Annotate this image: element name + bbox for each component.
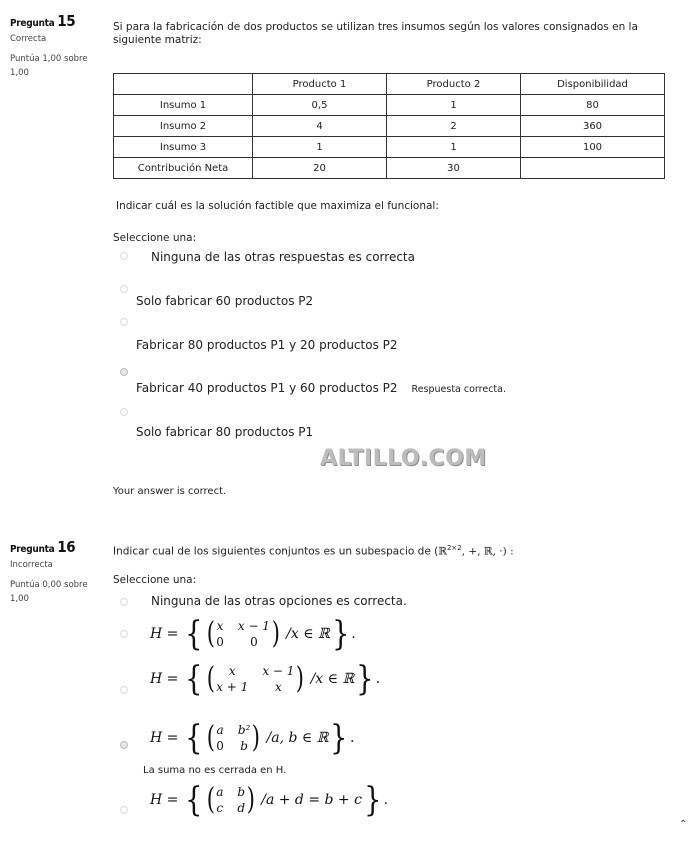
question-label: Pregunta <box>10 18 55 29</box>
table-cell: 100 <box>521 137 665 158</box>
matrix-entry: b² <box>237 723 251 737</box>
table-cell: 1 <box>253 137 387 158</box>
option-radio[interactable] <box>120 686 128 694</box>
option-radio[interactable] <box>120 806 128 814</box>
math-paren: ( <box>206 782 215 817</box>
math-paren: ) <box>296 661 305 696</box>
matrix-entry: a <box>216 723 224 737</box>
matrix-entry: a <box>216 785 224 799</box>
math-brace: } <box>331 614 350 654</box>
table-header-cell: Producto 1 <box>253 74 387 95</box>
matrix-entry: 0 <box>216 739 224 753</box>
question-text-part: Indicar cual de los siguientes conjuntos es un subespacio de ( <box>113 545 439 558</box>
math-paren: ) <box>246 782 256 817</box>
matrix-entry: 0 <box>250 635 258 649</box>
math-brace: { <box>185 614 203 654</box>
table-cell: 1 <box>387 95 521 116</box>
option-radio-selected[interactable] <box>120 741 128 749</box>
math-eq: = <box>166 671 179 687</box>
answer-option-math-selected[interactable] <box>150 718 355 758</box>
math-condition: /x ∈ ℝ <box>286 626 330 642</box>
answer-option-math[interactable] <box>150 614 356 654</box>
option-radio[interactable] <box>120 252 128 260</box>
answer-option[interactable]: Ninguna de las otras respuestas es correcta <box>151 250 415 264</box>
option-radio[interactable] <box>120 598 128 606</box>
answer-option[interactable]: Solo fabricar 60 productos P2 <box>136 294 314 308</box>
math-condition: /a, b ∈ ℝ <box>266 730 329 746</box>
question-text: Si para la fabricación de dos productos se utilizan tres insumos según los valores consignados en la siguiente matriz: <box>113 21 638 46</box>
math-brace: { <box>185 718 203 758</box>
option-radio[interactable] <box>120 318 128 326</box>
option-radio[interactable] <box>120 408 128 416</box>
table-row <box>114 158 665 179</box>
table-cell: Insumo 2 <box>114 116 253 137</box>
question-state: Correcta <box>10 34 47 44</box>
math-superscript: 2×2 <box>446 544 462 552</box>
table-row <box>114 116 665 137</box>
table-cell <box>521 158 665 179</box>
math-eq: = <box>166 626 179 642</box>
table-cell: 0,5 <box>253 95 387 116</box>
math-paren: ( <box>206 616 215 651</box>
question-grade: Puntúa 0,00 sobre 1,00 <box>10 580 88 604</box>
math-paren: ) <box>252 720 261 755</box>
math-matrix <box>216 619 270 649</box>
math-reals: ℝ <box>438 545 447 558</box>
select-label: Seleccione una: <box>113 574 197 586</box>
math-end: . <box>350 730 355 746</box>
table-row <box>114 95 665 116</box>
question-state: Incorrecta <box>10 560 53 570</box>
answer-option[interactable]: Fabricar 80 productos P1 y 20 productos P2 <box>136 338 398 352</box>
math-h: H <box>150 671 163 687</box>
math-paren: ( <box>206 720 215 755</box>
answer-option[interactable]: Solo fabricar 80 productos P1 <box>136 425 314 439</box>
question-text <box>113 542 673 559</box>
matrix-entry: b <box>240 739 248 753</box>
math-condition: /a + d = b + c <box>261 792 362 808</box>
question-grade: Puntúa 1,00 sobre 1,00 <box>10 54 88 78</box>
option-feedback: Respuesta correcta. <box>411 384 507 395</box>
scroll-up-chevron-icon[interactable]: ⌃ <box>679 819 688 830</box>
matrix-entry: x − 1 <box>237 619 270 633</box>
matrix-entry: d <box>237 801 246 815</box>
math-end: . <box>351 626 356 642</box>
math-eq: = <box>166 792 179 808</box>
table-cell: Contribución Neta <box>114 158 253 179</box>
question-info <box>10 538 96 606</box>
table-cell: 80 <box>521 95 665 116</box>
math-end: . <box>383 792 389 808</box>
table-header-row <box>114 74 665 95</box>
math-matrix <box>216 723 250 753</box>
answer-option-selected[interactable] <box>136 381 506 395</box>
general-feedback: Your answer is correct. <box>113 486 227 497</box>
math-brace: } <box>364 780 382 820</box>
math-eq: = <box>166 730 179 746</box>
matrix-entry: x + 1 <box>216 680 249 694</box>
question-num: 16 <box>57 538 76 556</box>
matrix-entry: b <box>237 785 246 799</box>
math-matrix <box>216 664 294 694</box>
watermark: ALTILLO.COM <box>320 446 487 471</box>
table-row <box>114 137 665 158</box>
matrix-entry: x − 1 <box>262 664 295 678</box>
math-brace: { <box>185 780 203 820</box>
matrix-entry: 0 <box>216 635 224 649</box>
table-cell: 1 <box>387 137 521 158</box>
table-header-cell <box>114 74 253 95</box>
question-text-part: , +, ℝ, ·) : <box>461 545 514 558</box>
table-cell: 4 <box>253 116 387 137</box>
table-header-cell: Producto 2 <box>387 74 521 95</box>
math-h: H <box>150 792 163 808</box>
table-cell: 30 <box>387 158 521 179</box>
question-number <box>10 538 96 556</box>
table-cell: 360 <box>521 116 665 137</box>
math-brace: } <box>356 659 374 699</box>
math-brace: { <box>185 659 203 699</box>
matrix-entry: x <box>274 680 282 694</box>
answer-option-math[interactable] <box>150 780 389 820</box>
question-label: Pregunta <box>10 544 55 555</box>
question-num: 15 <box>57 12 76 30</box>
matrix-entry: x <box>216 619 224 633</box>
table-cell: Insumo 3 <box>114 137 253 158</box>
question-prompt: Indicar cuál es la solución factible que maximiza el funcional: <box>116 200 439 212</box>
question-info <box>10 12 96 80</box>
math-condition: /x ∈ ℝ <box>310 671 355 687</box>
answer-option-math[interactable] <box>150 659 381 699</box>
question-number <box>10 12 96 30</box>
math-h: H <box>150 730 163 746</box>
math-h: H <box>150 626 163 642</box>
matrix-entry: c <box>216 801 224 815</box>
matrix-table <box>113 73 665 179</box>
table-header-cell: Disponibilidad <box>521 74 665 95</box>
math-paren: ) <box>271 616 280 651</box>
option-feedback: La suma no es cerrada en H. <box>143 765 287 776</box>
math-end: . <box>375 671 381 687</box>
math-paren: ( <box>206 661 215 696</box>
table-cell: Insumo 1 <box>114 95 253 116</box>
answer-option-label: Fabricar 40 productos P1 y 60 productos P2 <box>136 381 398 395</box>
table-cell: 20 <box>253 158 387 179</box>
matrix-entry: x <box>228 664 236 678</box>
option-radio[interactable] <box>120 630 128 638</box>
math-brace: } <box>330 718 348 758</box>
table-cell: 2 <box>387 116 521 137</box>
answer-option[interactable]: Ninguna de las otras opciones es correcta. <box>151 594 407 608</box>
option-radio-selected[interactable] <box>120 368 128 376</box>
math-matrix <box>216 785 245 815</box>
select-label: Seleccione una: <box>113 232 197 244</box>
option-radio[interactable] <box>120 285 128 293</box>
